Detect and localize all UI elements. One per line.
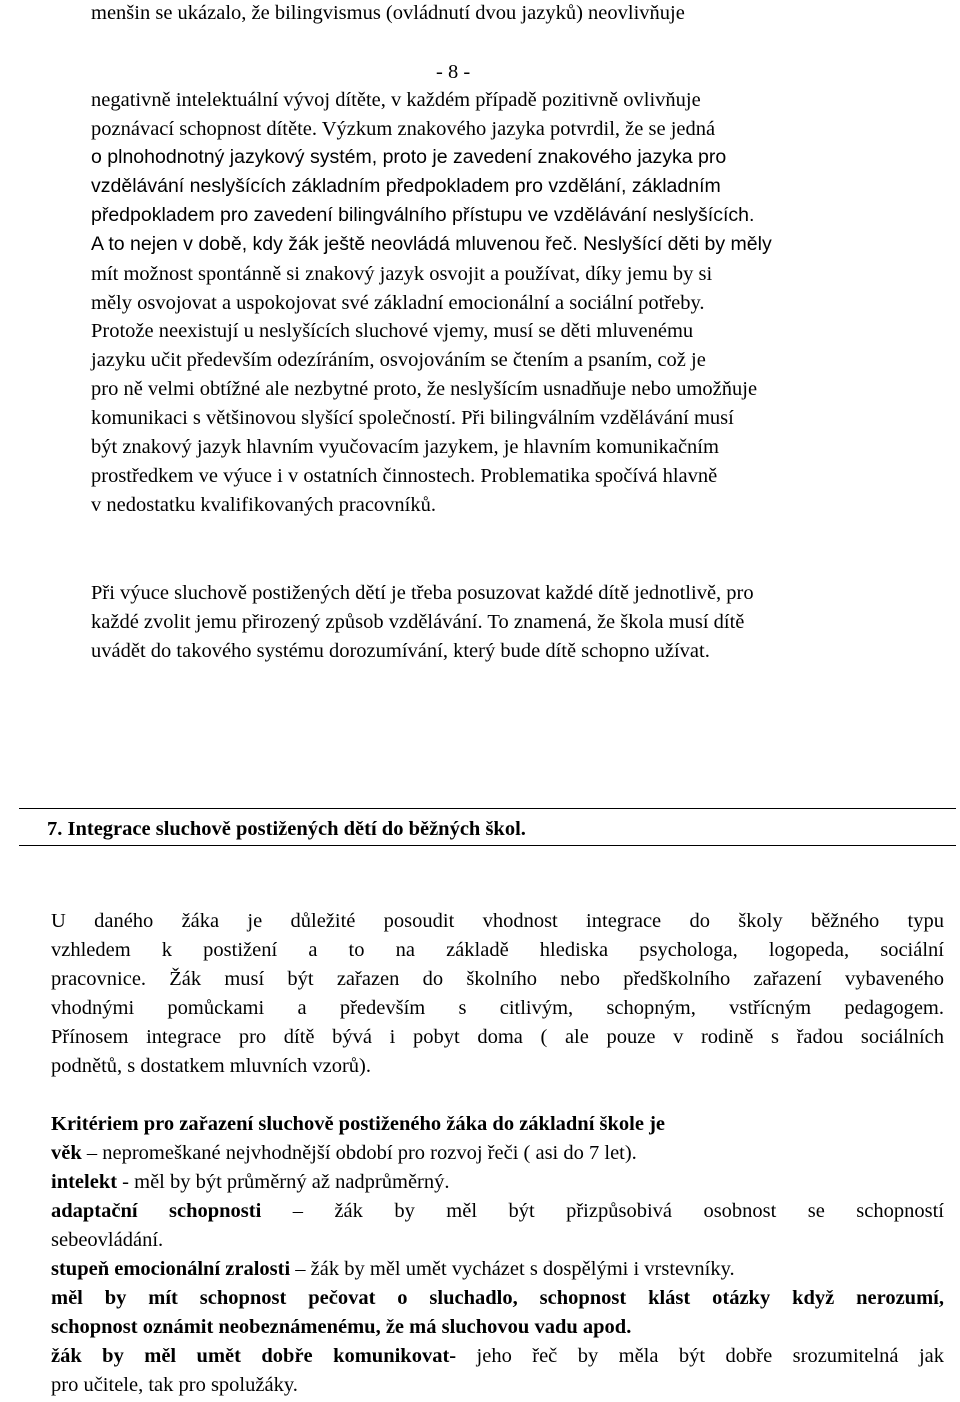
- criteria-title: Kritériem pro zařazení sluchově postiženého žáka do základní školе je: [51, 1113, 665, 1135]
- criteria-item-pecovat: měl by mít schopnost pečovat o sluchadlo, schopnost klást otázky když nerozumí,: [51, 1287, 944, 1309]
- text-line: měly osvojovat a uspokojovat své základní emocionální a sociální potřeby.: [91, 292, 705, 314]
- criteria-item-stupen: [51, 1259, 735, 1280]
- criteria-item-komunikovat: [51, 1346, 944, 1367]
- text-line: o plnohodnotný jazykový systém, proto je zavedení znakového jazyka pro: [91, 146, 727, 168]
- criteria-text: - měl by být průměrný až nadprůměrný.: [117, 1171, 450, 1193]
- text-line: pro učitele, tak pro spolužáky.: [51, 1374, 298, 1396]
- text-line: prostředkem ve výuce i v ostatních činnostech. Problematika spočívá hlavně: [91, 465, 718, 487]
- criteria-text: – nepromeškané nejvhodnější období pro rozvoj řeči ( asi do 7 let).: [81, 1142, 637, 1164]
- text-line: Přínosem integrace pro dítě bývá i pobyt doma ( ale pouze v rodině s řadou sociálních: [51, 1026, 944, 1048]
- section-heading-text: 7. Integrace sluchově postižených dětí do běžných škol.: [47, 818, 526, 840]
- text-line: A to nejen v době, kdy žák ještě neovládá mluvenou řeč. Neslyšící děti by měly: [91, 233, 772, 255]
- text-line: Protože neexistují u neslyšících sluchové vjemy, musí se děti mluvenému: [91, 320, 694, 342]
- criteria-label: věk: [51, 1142, 82, 1164]
- text-line: předpokladem pro zavedení bilingválního přístupu ve vzdělávání neslyšících.: [91, 204, 755, 226]
- text-line: pro ně velmi obtížné ale nezbytné proto, že neslyšícím usnadňuje nebo umožňuje: [91, 378, 758, 400]
- text-line: Při výuce sluchově postižených dětí je třeba posuzovat každé dítě jednotlivě, pro: [91, 582, 754, 604]
- criteria-label: žák by měl umět dobře komunikovat-: [51, 1345, 457, 1367]
- text-line: pracovnice. Žák musí být zařazen do školního nebo předškolního zařazení vybaveného: [51, 968, 944, 990]
- text-line: negativně intelektuální vývoj dítěte, v každém případě pozitivně ovlivňuje: [91, 89, 701, 111]
- text-line: poznávací schopnost dítěte. Výzkum znakového jazyka potvrdil, že se jedná: [91, 118, 716, 140]
- text-line: v nedostatku kvalifikovaných pracovníků.: [91, 494, 436, 516]
- text-line: komunikaci s většinovou slyšící společností. Při bilingválním vzdělávání musí: [91, 407, 734, 429]
- text-line: uvádět do takového systému dorozumívání, který bude dítě schopno užívat.: [91, 640, 710, 662]
- criteria-text: – žák by měl umět vycházet s dospělými i vrstevníky.: [290, 1258, 735, 1280]
- criteria-text: jeho řeč by měla být dobře srozumitelná jak: [456, 1345, 944, 1367]
- section-heading: [19, 808, 956, 846]
- text-line: vzdělávání neslyšících základním předpokladem pro vzdělání, základním: [91, 175, 721, 197]
- criteria-label: intelekt: [51, 1171, 118, 1193]
- text-line: U daného žáka je důležité posoudit vhodnost integrace do školy běžného typu: [51, 910, 944, 932]
- text-line: podnětů, s dostatkem mluvních vzorů).: [51, 1055, 371, 1077]
- text-line: sebeovládání.: [51, 1229, 164, 1251]
- criteria-item-vek: [51, 1143, 637, 1164]
- text-line: mít možnost spontánně si znakový jazyk osvojit a používat, díky jemu by si: [91, 263, 713, 285]
- page-number: - 8 -: [436, 61, 471, 83]
- text-line: být znakový jazyk hlavním vyučovacím jazykem, je hlavním komunikačním: [91, 436, 719, 458]
- criteria-item-pecovat-cont: schopnost oznámit neobeznámenému, že má sluchovou vadu apod.: [51, 1316, 632, 1338]
- criteria-item-intelekt: [51, 1172, 450, 1193]
- criteria-label: stupeň emocionální zralosti: [51, 1258, 291, 1280]
- criteria-label: adaptační schopnosti: [51, 1200, 262, 1222]
- criteria-item-adaptacni: [51, 1201, 944, 1222]
- criteria-text: – žák by měl být přizpůsobivá osobnost se schopností: [261, 1200, 945, 1222]
- text-line: vhodnými pomůckami a především s citlivým, schopným, vstřícným pedagogem.: [51, 997, 944, 1019]
- text-line: jazyku učit především odezíráním, osvojováním se čtením a psaním, což je: [91, 349, 706, 371]
- text-line: vzhledem k postižení a to na základě hlediska psychologa, logopeda, sociální: [51, 939, 944, 961]
- text-line: menšin se ukázalo, že bilingvismus (ovládnutí dvou jazyků) neovlivňuje: [91, 2, 685, 24]
- text-line: každé zvolit jemu přirozený způsob vzdělávání. To znamená, že škola musí dítě: [91, 611, 745, 633]
